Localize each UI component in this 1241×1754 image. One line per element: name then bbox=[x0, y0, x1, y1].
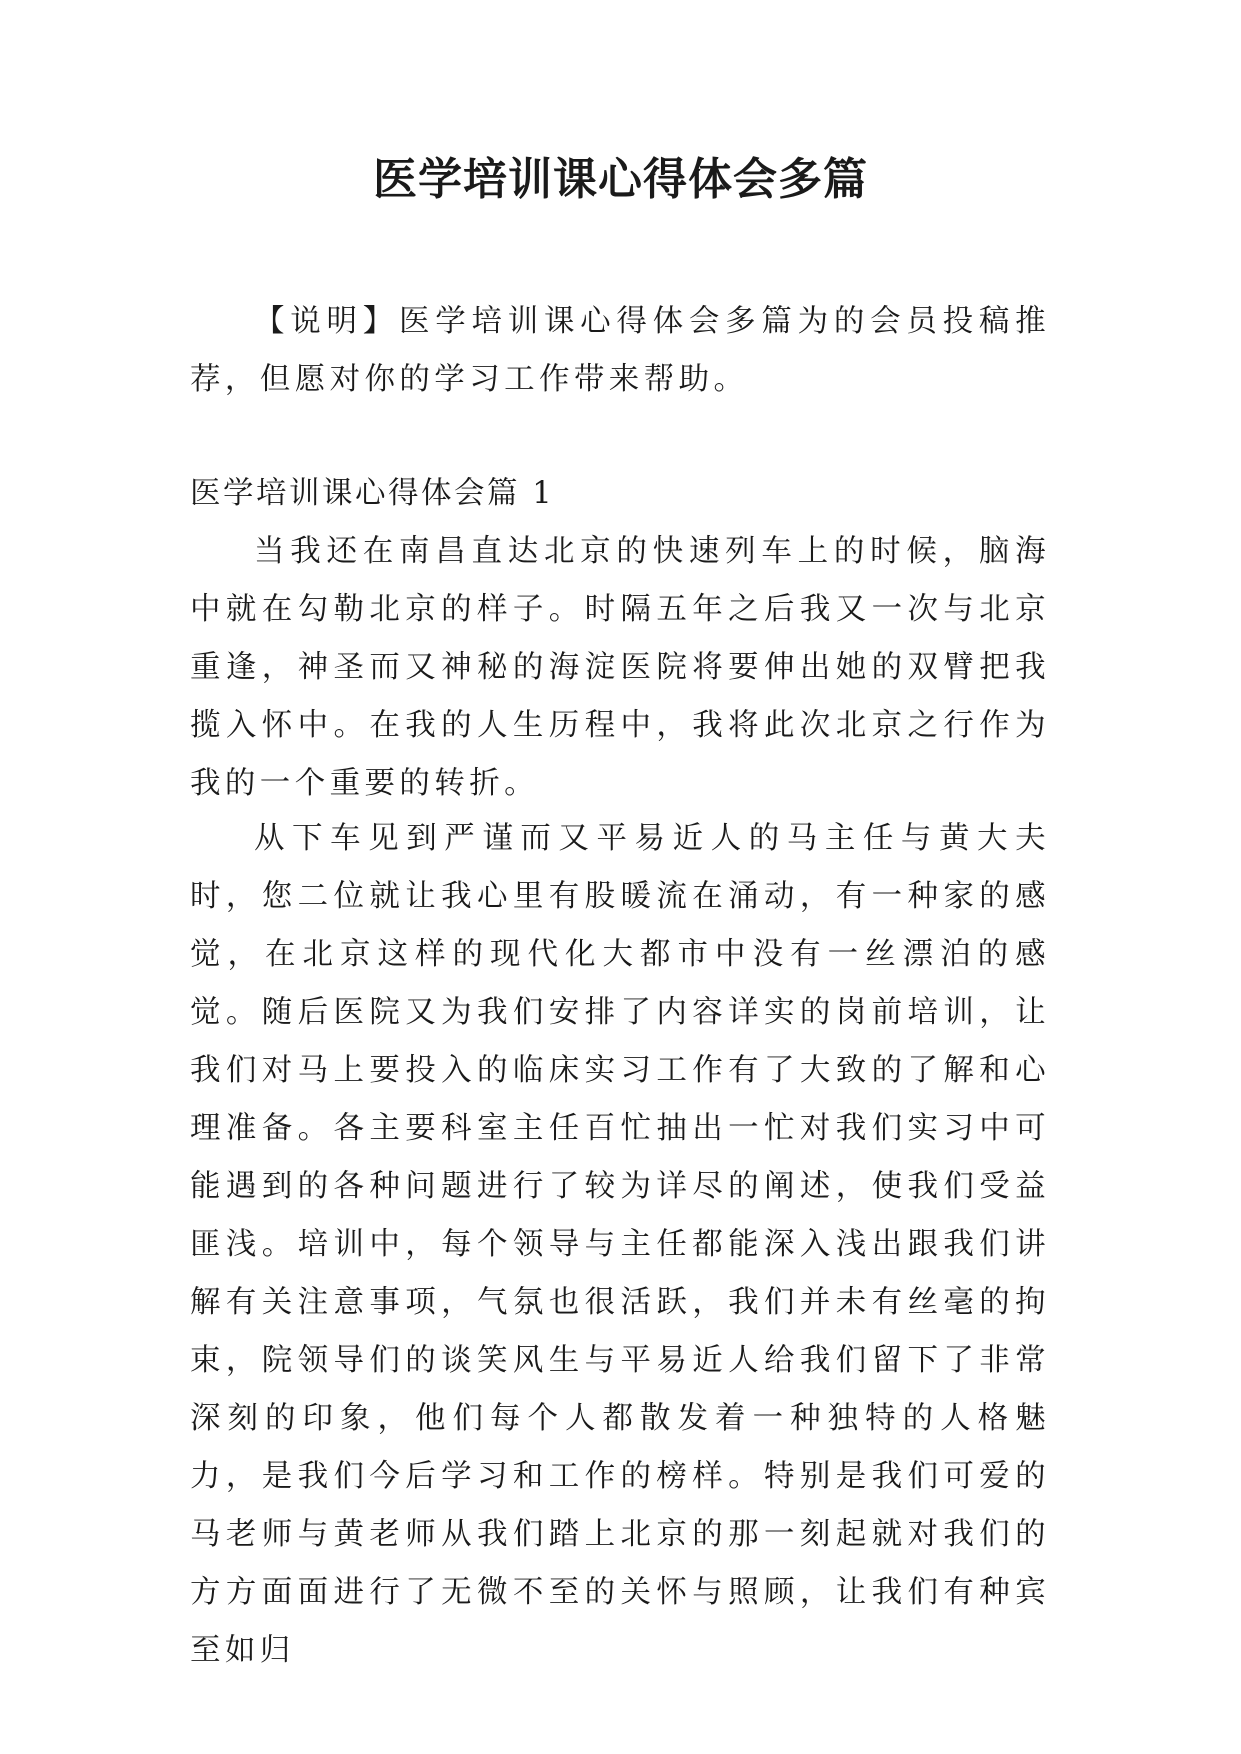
body-paragraph-1: 当我还在南昌直达北京的快速列车上的时候，脑海中就在勾勒北京的样子。时隔五年之后我又一次与北京重逢，神圣而又神秘的海淀医院将要伸出她的双臂把我揽入怀中。在我的人生历程中，我将此次北京之行作为我的一个重要的转折。 bbox=[190, 534, 1050, 801]
body-paragraph-2: 从下车见到严谨而又平易近人的马主任与黄大夫时，您二位就让我心里有股暖流在涌动，有一种家的感觉，在北京这样的现代化大都市中没有一丝漂泊的感觉。随后医院又为我们安排了内容详实的岗前培训，让我们对马上要投入的临床实习工作有了大致的了解和心理准备。各主要科室主任百忙抽出一忙对我们实习中可能遇到的各种问题进行了较为详尽的阐述，使我们受益匪浅。培训中，每个领导与主任都能深入浅出跟我们讲解有关注意事项，气氛也很活跃，我们并未有丝毫的拘束，院领导们的谈笑风生与平易近人给我们留下了非常深刻的印象，他们每个人都散发着一种独特的人格魅力，是我们今后学习和工作的榜样。特别是我们可爱的马老师与黄老师从我们踏上北京的那一刻起就对我们的方方面面进行了无微不至的关怀与照顾，让我们有种宾至如归 bbox=[190, 821, 1050, 1668]
section-heading: 医学培训课心得体会篇 1 bbox=[190, 476, 555, 511]
intro-note: 【说明】医学培训课心得体会多篇为的会员投稿推荐，但愿对你的学习工作带来帮助。 bbox=[190, 304, 1050, 397]
document-title: 医学培训课心得体会多篇 bbox=[373, 154, 868, 205]
